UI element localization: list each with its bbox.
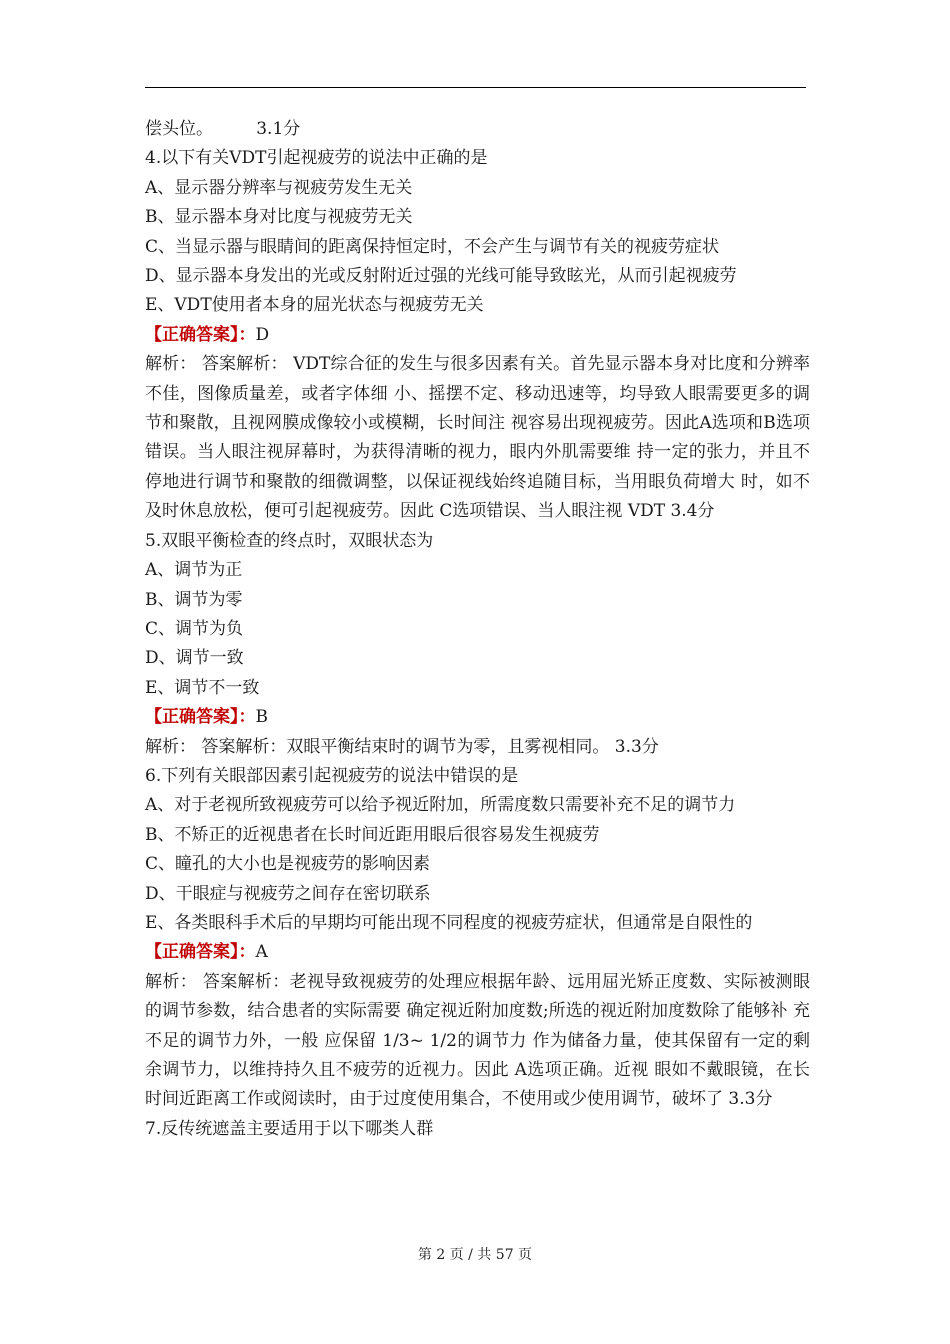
option-c: C、当显示器与眼睛间的距离保持恒定时，不会产生与调节有关的视疲劳症状	[145, 236, 720, 257]
question-block	[145, 762, 810, 1115]
page-body	[145, 115, 810, 1144]
option-e: E、VDT使用者本身的屈光状态与视疲劳无关	[145, 295, 484, 316]
correct-answer	[145, 938, 810, 967]
correct-answer-label: 【正确答案】：	[145, 942, 256, 963]
answer-analysis: 解析： 答案解析： VDT综合征的发生与很多因素有关。首先显示器本身对比度和分辨率不佳，图像质量差，或者字体细 小、摇摆不定、移动迅速等，均导致人眼需要更多的调节和聚散，且视网膜成像较小或模糊，长时间注 视容易出现视疲劳。因此A选项和B选项错误。当人眼注视屏幕时，为获得清晰的视力，眼内外肌需要维 持一定的张力，并且不停地进行调节和聚散的细微调整，以保证视线始终追随目标，当用眼负荷增大 时，如不及时休息放松，便可引起视疲劳。因此 C选项错误、当人眼注视 VDT 3.4分	[145, 354, 810, 522]
answer-analysis: 解析： 答案解析：老视导致视疲劳的处理应根据年龄、远用屈光矫正度数、实际被测眼的调节参数，结合患者的实际需要 确定视近附加度数;所选的视近附加度数除了能够补 充不足的调节力外，一般 应保留 1/3~ 1/2的调节力 作为储备力量，使其保留有一定的剩余调节力，以维持持久且不疲劳的近视力。因此 A选项正确。近视 眼如不戴眼镜，在长时间近距离工作或阅读时，由于过度使用集合，不使用或少使用调节，破坏了 3.3分	[145, 971, 810, 1110]
option-b: B、不矫正的近视患者在长时间近距用眼后很容易发生视疲劳	[145, 824, 600, 845]
question-stem: 6.下列有关眼部因素引起视疲劳的说法中错误的是	[145, 765, 519, 786]
next-question-stem: 7.反传统遮盖主要适用于以下哪类人群	[145, 1118, 434, 1139]
option-a: A、对于老视所致视疲劳可以给予视近附加，所需度数只需要补充不足的调节力	[145, 795, 736, 816]
option-a: A、显示器分辨率与视疲劳发生无关	[145, 177, 413, 198]
option-a: A、调节为正	[145, 560, 243, 581]
correct-answer-value: B	[255, 707, 268, 728]
correct-answer	[145, 703, 810, 732]
correct-answer-value: D	[255, 324, 270, 345]
option-b: B、显示器本身对比度与视疲劳无关	[145, 207, 413, 228]
option-d: D、调节一致	[145, 648, 244, 669]
correct-answer-label: 【正确答案】：	[145, 707, 256, 728]
correct-answer	[145, 321, 810, 350]
question-stem: 5.双眼平衡检查的终点时，双眼状态为	[145, 530, 434, 551]
answer-analysis: 解析： 答案解析：双眼平衡结束时的调节为零，且雾视相同。 3.3分	[145, 736, 659, 757]
header-rule	[145, 87, 806, 88]
option-d: D、干眼症与视疲劳之间存在密切联系	[145, 883, 431, 904]
continued-fragment: 偿头位。 3.1分	[145, 119, 301, 139]
question-block	[145, 144, 810, 526]
option-c: C、瞳孔的大小也是视疲劳的影响因素	[145, 854, 431, 875]
option-b: B、调节为零	[145, 589, 243, 610]
correct-answer-label: 【正确答案】：	[145, 324, 256, 345]
option-e: E、调节不一致	[145, 677, 260, 698]
question-stem: 4.以下有关VDT引起视疲劳的说法中正确的是	[145, 148, 488, 169]
option-e: E、各类眼科手术后的早期均可能出现不同程度的视疲劳症状，但通常是自限性的	[145, 912, 753, 933]
page-number-footer: 第 2 页 / 共 57 页	[417, 1247, 533, 1263]
question-block	[145, 527, 810, 762]
option-d: D、显示器本身发出的光或反射附近过强的光线可能导致眩光，从而引起视疲劳	[145, 266, 737, 287]
option-c: C、调节为负	[145, 618, 244, 639]
correct-answer-value: A	[255, 942, 268, 963]
